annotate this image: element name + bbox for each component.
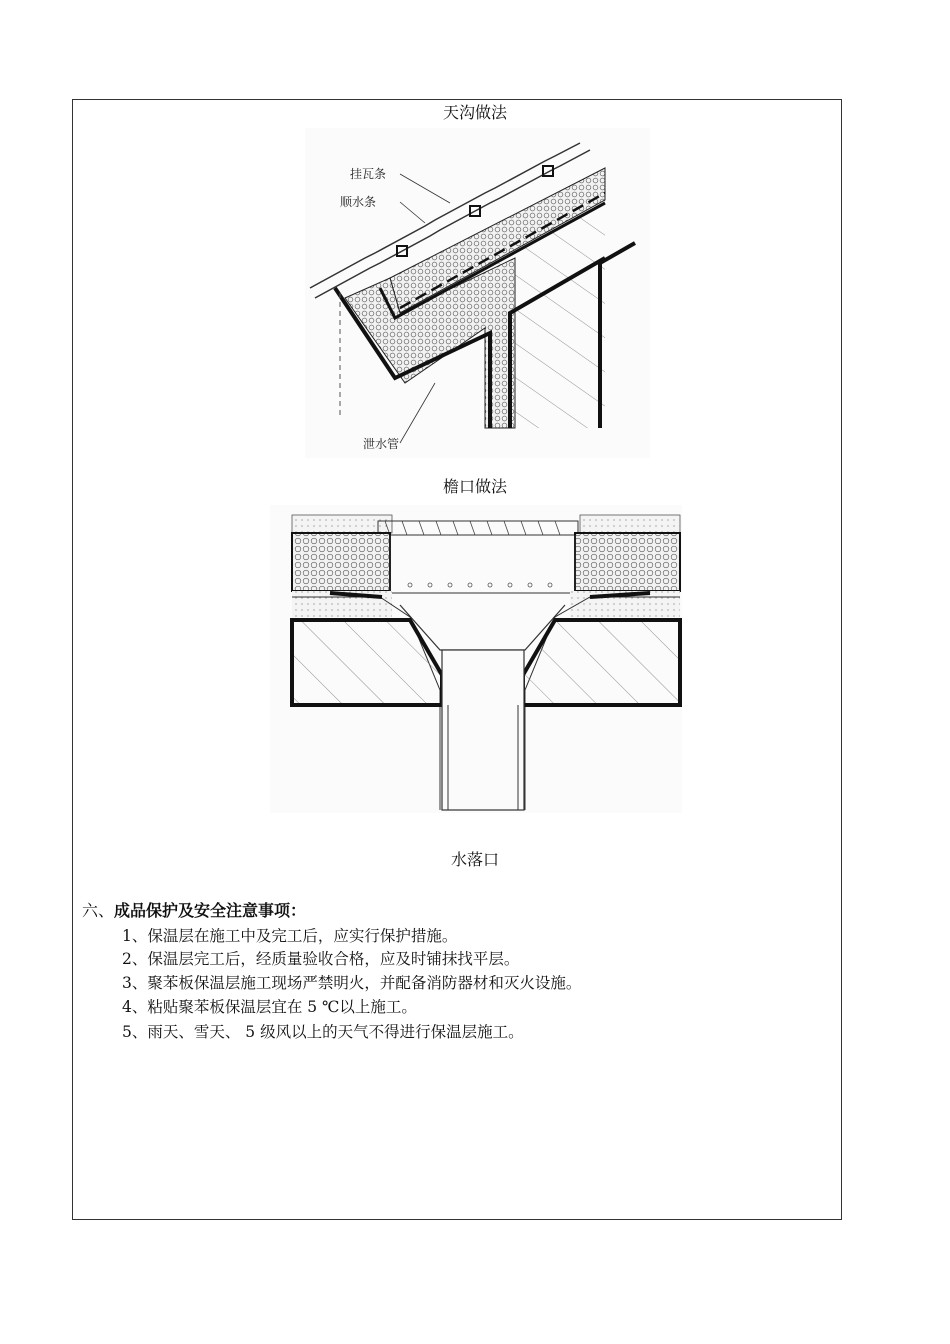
figure3-caption: 水落口 bbox=[450, 850, 499, 869]
gutter-detail-figure bbox=[305, 128, 650, 458]
figure2-caption: 檐口做法 bbox=[442, 477, 507, 496]
list-item: 1、保温层在施工中及完工后，应实行保护措施。 bbox=[122, 927, 458, 945]
figure1-caption: 天沟做法 bbox=[442, 103, 507, 122]
list-item: 4、粘贴聚苯板保温层宜在 5 ℃以上施工。 bbox=[122, 998, 417, 1016]
section-number: 六、 bbox=[82, 901, 115, 920]
section-title: 成品保护及安全注意事项： bbox=[114, 901, 307, 920]
list-item: 5、雨天、雪天、 5 级风以上的天气不得进行保温层施工。 bbox=[122, 1023, 524, 1041]
section-heading bbox=[82, 900, 306, 922]
label-counter-batten: 顺水条 bbox=[340, 195, 377, 209]
list-item: 2、保温层完工后，经质量验收合格，应及时铺抹找平层。 bbox=[122, 950, 520, 968]
label-drain-pipe: 泄水管 bbox=[363, 437, 400, 451]
list-item: 3、聚苯板保温层施工现场严禁明火，并配备消防器材和灭火设施。 bbox=[122, 974, 582, 992]
eave-detail-figure bbox=[270, 505, 682, 813]
label-tile-batten: 挂瓦条 bbox=[350, 167, 387, 181]
